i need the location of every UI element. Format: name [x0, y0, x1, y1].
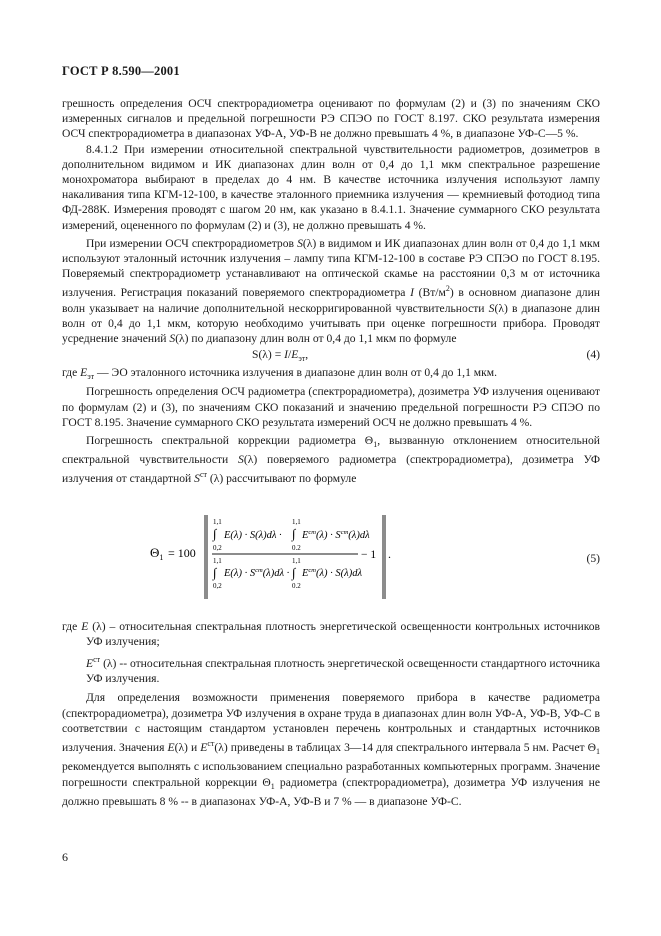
paragraph-5 [62, 433, 600, 487]
text-run: (λ) в диапазоне длин волн от 0,4 до 1,1 мкм, которую необходимо учитывать при оценке погрешности прибора. Проводят усреднение значений [62, 301, 601, 346]
paragraph-6 [62, 690, 600, 808]
formula-5 [62, 495, 600, 611]
formula-coefficient: = 100 [168, 545, 196, 560]
denominator-right-term: $E^{ст}(\lambda) \cdot S(\lambda)d\lambda$ [302, 566, 363, 579]
integral-lower-limit: 0.2 [292, 581, 301, 590]
text-run: рекомендуется выполнять с использованием специально разработанных компьютерных программ. Значение погрешности спектральной коррекции Θ [62, 760, 600, 789]
text-run: (λ) поверяемого радиометра (спектрорадиометра), дозиметра УФ излучения от стандартной [62, 453, 600, 486]
superscript: ст [207, 739, 215, 749]
minus-one: − 1 [361, 548, 377, 561]
paragraph-4: Погрешность определения ОСЧ радиометра (спектрорадиометра), дозиметра УФ излучения оценивают по формулам (2) и (3), по значениям СКО показаний и значению предельной погрешности РЭ СПЭО по ГОСТ 8.195. Значение суммарного СКО результата измерений ОСЧ не должно превышать 4 %. [62, 385, 600, 429]
superscript: 2 [445, 284, 450, 294]
symbol-e: E [200, 741, 208, 755]
subscript: 1 [596, 747, 600, 757]
formula-period: . [388, 546, 391, 561]
text-run: , вызванную отклонением относительной спектральной чувствительности [62, 434, 600, 467]
formula-lhs: $\Theta_1$ [150, 544, 164, 562]
text-run: ) в основном диапазоне длин волн указывает на наличие дополнительной нескорригированной чувствительности [62, 286, 600, 315]
document-header: ГОСТ Р 8.590—2001 [62, 64, 180, 78]
subscript: эт [87, 372, 95, 382]
text-run: (λ) по диапазону длин волн от 0,4 до 1,1 мкм по формуле [175, 332, 457, 346]
formula-5-graphic [62, 495, 600, 611]
integral-lower-limit: 0,2 [213, 581, 222, 590]
numerator-left-term: E(λ) · S(λ)dλ · [224, 529, 282, 541]
text-run: радиометра (спектрорадиометра), дозиметра УФ излучения не должно превышать 8 % -- в диапазонах УФ-А, УФ-В и 7 % — в диапазоне УФ-С. [62, 775, 600, 808]
symbol-s: S [169, 332, 176, 346]
paragraph-3 [62, 236, 600, 346]
integral-upper-limit: 1,1 [292, 517, 301, 526]
symbol-e: E [81, 619, 89, 633]
text-run: (λ) и [174, 741, 201, 755]
superscript: ст [199, 470, 207, 480]
symbol-e: E [291, 348, 299, 362]
equation-number-4: (4) [586, 348, 600, 362]
subscript: 1 [373, 440, 378, 450]
formula-4-expression [252, 347, 308, 366]
denominator-left-term: $E(\lambda) \cdot S^{ст}(\lambda)d\lambda$ · [224, 566, 290, 579]
document-body [62, 96, 600, 809]
integral-sign: ∫ [213, 525, 217, 541]
text-run: (λ) – относительная спектральная плотность энергетической освещенности контрольных источников УФ излучения; [86, 619, 601, 648]
integral-upper-limit: 1,1 [213, 556, 222, 565]
integral-sign: ∫ [292, 525, 296, 541]
superscript: ст [93, 655, 101, 665]
where-clause-5b [62, 652, 600, 686]
where-clause-5a [62, 619, 600, 649]
symbol-e: E [80, 366, 88, 380]
text-run: где [62, 619, 82, 633]
text-run: Для определения возможности применения поверяемого прибора в качестве радиометра (спектрорадиометра), дозиметра УФ излучения в охране труда в диапазонах длин волн УФ-А, УФ-В, УФ-С в соответствии с настоящим стандартом установлен перечень контрольных и стандартных источников излучения. Значения [62, 691, 600, 755]
subscript: 1 [270, 781, 275, 791]
integral-upper-limit: 1,1 [213, 517, 222, 526]
integral-lower-limit: 0,2 [213, 543, 222, 552]
text-run: Погрешность спектральной коррекции радиометра Θ [86, 434, 374, 448]
where-clause-4 [62, 365, 600, 384]
symbol-e: E [167, 741, 175, 755]
integral-sign: ∫ [292, 564, 296, 580]
comma: , [305, 348, 309, 362]
equation-number-5: (5) [586, 551, 600, 565]
formula-4 [62, 347, 600, 364]
slash: / [288, 348, 292, 362]
symbol-s: S [194, 472, 200, 486]
symbol-e: E [86, 657, 94, 671]
text-run: — ЭО эталонного источника излучения в диапазоне длин волн от 0,4 до 1,1 мкм. [94, 366, 497, 380]
integral-sign: ∫ [213, 564, 217, 580]
symbol-i: I [284, 348, 289, 362]
text-run: При измерении ОСЧ спектрорадиометров [86, 236, 298, 250]
text-run: (λ) в видимом и ИК диапазонах длин волн от 0,4 до 1,1 мкм используют эталонный источник излучения – лампу типа КГМ-12-100 в составе РЭ СПЭО по ГОСТ 8.195. Поверяемый спектрорадиометр устанавливают на оптической скамье на расстоянии 0,3 м от источника излучения. Регистрация показаний поверяемого спектрорадиометра [62, 236, 600, 300]
text-run: (λ) -- относительная спектральная плотность энергетической освещенности стандартного источника УФ излучения. [86, 657, 600, 686]
symbol-s: S [297, 236, 303, 250]
text-run: (Вт/м [413, 286, 446, 300]
integral-lower-limit: 0.2 [292, 543, 301, 552]
text-run: где [62, 366, 81, 380]
numerator-right-term: $E^{ст}(\lambda) \cdot S^{ст}(\lambda)d\lambda$ [302, 528, 370, 541]
page-number: 6 [62, 850, 68, 864]
symbol-i: I [410, 286, 414, 300]
symbol-s: S [488, 301, 495, 315]
integral-upper-limit: 1,1 [292, 556, 301, 565]
text-run: (λ) приведены в таблицах 3—14 для спектрального интервала 5 нм. Расчет Θ [214, 741, 596, 755]
symbol-s: S [238, 453, 244, 467]
paragraph-1: грешность определения ОСЧ спектрорадиометра оценивают по формулам (2) и (3) по значениям СКО измеренных сигналов и предельной погрешности РЭ СПЭО по ГОСТ 8.197. СКО результата измерения ОСЧ спектрорадиометра в диапазонах УФ-А, УФ-В не должно превышать 4 %, в диапазоне УФ-С—5 %. [62, 97, 600, 141]
formula-lhs: S(λ) = [252, 348, 285, 362]
text-run: (λ) рассчитывают по формуле [207, 472, 357, 486]
subscript: эт [298, 354, 306, 364]
paragraph-2: 8.4.1.2 При измерении относительной спектральной чувствительности радиометров, дозиметров в дополнительном видимом и ИК диапазонах длин волн от 0,4 до 1,1 мкм спектральное разрешение монохроматора выбирают в пределах до 4 нм. В качестве источника излучения используют лампу накаливания типа КГМ-12-100, в качестве эталонного приемника излучения — кремниевый фотодиод типа ФД-288К. Измерения проводят с шагом 20 нм, как указано в 8.4.1.1. Значение суммарного СКО результата измерений, оцененного по формулам (2) и (3), не должно превышать 4 %. [62, 142, 600, 232]
